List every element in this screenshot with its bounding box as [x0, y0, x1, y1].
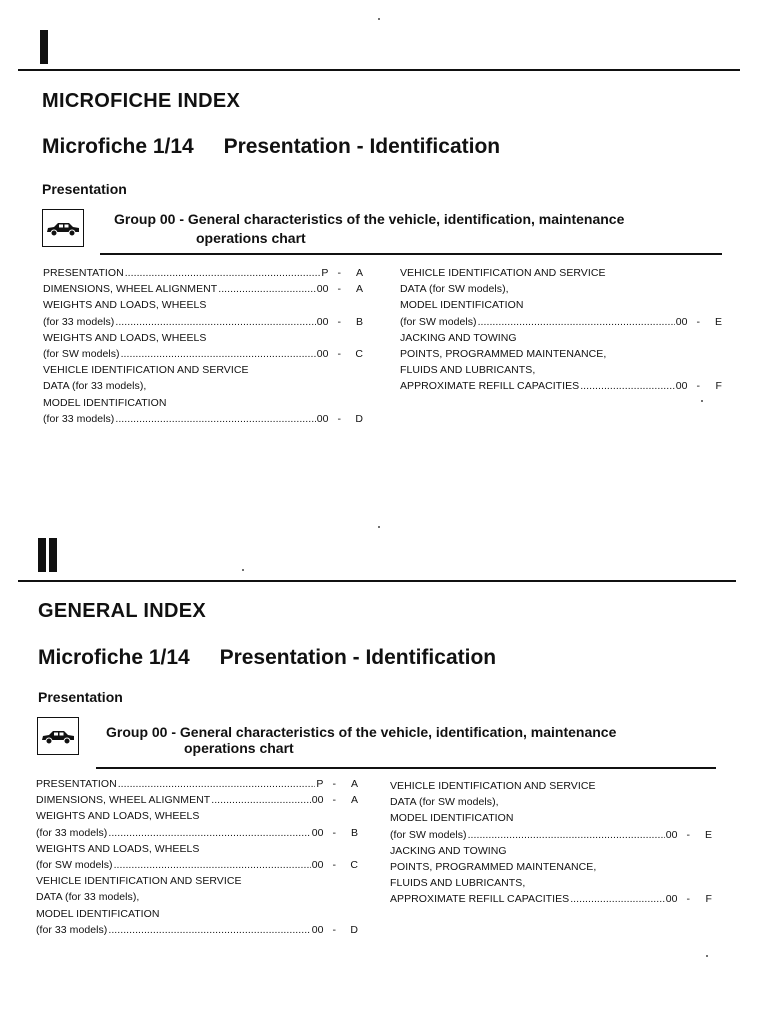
toc-leader-dots	[211, 792, 310, 808]
toc-page-letter: D	[355, 412, 363, 425]
toc-page-code	[312, 792, 358, 808]
toc-entry-text: VEHICLE IDENTIFICATION AND SERVICE	[36, 875, 242, 888]
toc-entry-text: APPROXIMATE REFILL CAPACITIES	[390, 893, 570, 906]
toc-page-letter: D	[350, 923, 358, 936]
toc-entry	[43, 265, 363, 281]
toc-page-letter: E	[714, 315, 722, 328]
toc-entry-text: VEHICLE IDENTIFICATION AND SERVICE	[390, 780, 596, 792]
toc-entry-text: WEIGHTS AND LOADS, WHEELS	[36, 842, 200, 855]
toc-entry-text: (for 33 models)	[43, 315, 115, 328]
toc-entry	[390, 794, 712, 810]
toc-entry-text: FLUIDS AND LUBRICANTS,	[390, 877, 526, 890]
toc-separator: -	[334, 315, 341, 328]
toc-entry	[43, 378, 363, 394]
toc-page-number: 00	[311, 859, 324, 872]
scan-speck	[242, 569, 244, 571]
section-marker	[40, 30, 48, 64]
toc-entry	[400, 346, 722, 362]
group-icon-box	[37, 717, 79, 755]
toc-entry-text: (for SW models)	[400, 315, 477, 328]
toc-separator: -	[334, 348, 341, 361]
section-subtitle: Presentation	[38, 689, 123, 705]
toc-page-letter: E	[704, 828, 712, 841]
toc-page-number: P	[321, 267, 329, 279]
toc-entry	[36, 889, 358, 905]
toc-entry	[36, 922, 358, 938]
toc-entry-text: (for SW models)	[390, 828, 467, 841]
toc-entry-text: VEHICLE IDENTIFICATION AND SERVICE	[43, 364, 249, 377]
toc-page-code	[317, 411, 363, 427]
toc-page-number: 00	[316, 348, 329, 361]
scan-speck	[701, 400, 703, 402]
toc-left-column	[43, 265, 363, 427]
microfiche-index-section	[0, 0, 768, 500]
toc-entry	[400, 265, 722, 281]
toc-page-number: 00	[665, 828, 678, 841]
toc-entry-text: MODEL IDENTIFICATION	[36, 907, 160, 920]
toc-entry	[390, 891, 712, 907]
toc-leader-dots	[108, 825, 310, 841]
toc-page-letter: C	[350, 859, 358, 872]
toc-separator: -	[683, 893, 690, 906]
toc-entry-text: DATA (for SW models),	[390, 796, 499, 809]
toc-page-letter: A	[350, 778, 358, 790]
toc-entry-text: JACKING AND TOWING	[400, 331, 517, 344]
toc-leader-dots	[114, 857, 311, 873]
toc-leader-dots	[125, 265, 321, 281]
toc-entry	[43, 411, 363, 427]
toc-entry	[36, 857, 358, 873]
microfiche-title	[42, 135, 500, 159]
toc-entry-text: (for SW models)	[36, 859, 113, 872]
toc-page-letter: F	[705, 893, 712, 906]
toc-entry-text: DIMENSIONS, WHEEL ALIGNMENT	[43, 283, 218, 296]
toc-separator: -	[329, 859, 336, 872]
toc-entry	[36, 825, 358, 841]
toc-entry-text: (for 33 models)	[36, 826, 108, 839]
toc-separator: -	[329, 778, 336, 790]
toc-page-code	[321, 265, 363, 281]
toc-entry	[400, 378, 722, 394]
toc-page-number: 00	[316, 283, 329, 296]
toc-leader-dots	[115, 411, 315, 427]
toc-separator: -	[693, 380, 700, 393]
toc-separator: -	[693, 315, 700, 328]
group-rule	[96, 767, 716, 769]
toc-entry-text: WEIGHTS AND LOADS, WHEELS	[43, 331, 207, 344]
toc-leader-dots	[108, 922, 310, 938]
toc-page-number: 00	[675, 380, 688, 393]
toc-entry	[390, 843, 712, 859]
toc-entry-text: PRESENTATION	[43, 267, 124, 279]
toc-page-number: 00	[311, 794, 324, 807]
toc-entry-text: DATA (for 33 models),	[36, 891, 140, 904]
toc-entry-text: WEIGHTS AND LOADS, WHEELS	[43, 299, 207, 312]
toc-right-column	[400, 265, 722, 395]
toc-entry-text: WEIGHTS AND LOADS, WHEELS	[36, 810, 200, 823]
toc-entry	[400, 281, 722, 297]
toc-entry	[36, 841, 358, 857]
group-icon-box	[42, 209, 84, 247]
toc-entry	[390, 778, 712, 794]
toc-page-code	[676, 378, 722, 394]
toc-entry-text: MODEL IDENTIFICATION	[390, 812, 514, 825]
section-rule	[18, 69, 740, 71]
toc-leader-dots	[118, 776, 316, 792]
toc-entry-text: APPROXIMATE REFILL CAPACITIES	[400, 380, 580, 393]
toc-page-letter: B	[350, 826, 358, 839]
microfiche-label: Microfiche 1/14	[38, 646, 190, 669]
toc-page-letter: A	[350, 794, 358, 807]
toc-leader-dots	[468, 827, 665, 843]
scan-speck	[378, 18, 380, 20]
toc-entry	[390, 810, 712, 826]
toc-page-letter: C	[355, 348, 363, 361]
toc-entry	[390, 859, 712, 875]
toc-entry	[43, 297, 363, 313]
section-subtitle: Presentation	[42, 181, 127, 197]
toc-separator: -	[683, 828, 690, 841]
toc-entry-text: (for 33 models)	[36, 923, 108, 936]
toc-entry-text: MODEL IDENTIFICATION	[400, 299, 524, 312]
toc-page-code	[312, 825, 358, 841]
toc-separator: -	[334, 283, 341, 296]
index-title: MICROFICHE INDEX	[42, 90, 241, 112]
toc-entry-text: POINTS, PROGRAMMED MAINTENANCE,	[400, 348, 607, 361]
toc-entry-text: MODEL IDENTIFICATION	[43, 396, 167, 409]
toc-right-column	[390, 778, 712, 908]
toc-page-number: 00	[311, 923, 324, 936]
toc-leader-dots	[478, 314, 675, 330]
toc-page-letter: A	[355, 267, 363, 279]
toc-page-code	[312, 857, 358, 873]
car-icon	[40, 727, 76, 745]
toc-entry	[400, 330, 722, 346]
toc-entry	[43, 395, 363, 411]
toc-page-code	[316, 776, 358, 792]
toc-entry	[400, 362, 722, 378]
toc-separator: -	[329, 923, 336, 936]
toc-entry	[43, 346, 363, 362]
toc-page-code	[666, 891, 712, 907]
microfiche-subject: Presentation - Identification	[223, 135, 501, 158]
toc-entry	[36, 873, 358, 889]
toc-entry	[390, 827, 712, 843]
toc-page-number: 00	[675, 315, 688, 328]
scan-speck	[378, 526, 380, 528]
toc-entry	[400, 297, 722, 313]
section-marker	[38, 538, 57, 572]
toc-entry	[36, 776, 358, 792]
toc-entry	[43, 314, 363, 330]
toc-leader-dots	[115, 314, 315, 330]
toc-page-number: 00	[665, 893, 678, 906]
microfiche-subject: Presentation - Identification	[219, 646, 497, 669]
toc-entry-text: (for 33 models)	[43, 412, 115, 425]
toc-entry	[43, 281, 363, 297]
toc-page-code	[317, 346, 363, 362]
toc-page-letter: A	[355, 283, 363, 296]
toc-separator: -	[334, 412, 341, 425]
microfiche-label: Microfiche 1/14	[42, 135, 194, 158]
toc-leader-dots	[580, 378, 674, 394]
toc-page-number: 00	[316, 412, 329, 425]
group-rule	[100, 253, 722, 255]
toc-entry	[400, 314, 722, 330]
group-heading-line1: Group 00 - General characteristics of the vehicle, identification, maintenance	[114, 211, 625, 227]
toc-page-number: 00	[311, 826, 324, 839]
microfiche-title	[38, 646, 496, 670]
toc-entry-text: DATA (for SW models),	[400, 283, 509, 296]
toc-entry	[390, 875, 712, 891]
toc-entry	[43, 330, 363, 346]
toc-entry	[43, 362, 363, 378]
toc-page-number: P	[316, 778, 324, 790]
toc-entry-text: VEHICLE IDENTIFICATION AND SERVICE	[400, 267, 606, 279]
group-heading-line1: Group 00 - General characteristics of the vehicle, identification, maintenance	[106, 724, 617, 740]
toc-entry	[36, 906, 358, 922]
toc-entry-text: DATA (for 33 models),	[43, 380, 147, 393]
group-heading-line2: operations chart	[196, 230, 306, 246]
toc-page-code	[317, 281, 363, 297]
toc-entry-text: POINTS, PROGRAMMED MAINTENANCE,	[390, 861, 597, 874]
toc-page-code	[317, 314, 363, 330]
group-heading-line2: operations chart	[184, 740, 294, 756]
toc-separator: -	[334, 267, 341, 279]
toc-leader-dots	[570, 891, 664, 907]
index-title: GENERAL INDEX	[38, 600, 207, 622]
toc-entry-text: PRESENTATION	[36, 778, 117, 790]
toc-leader-dots	[121, 346, 316, 362]
toc-page-letter: B	[355, 315, 363, 328]
scan-speck	[706, 955, 708, 957]
toc-entry	[36, 792, 358, 808]
toc-entry-text: FLUIDS AND LUBRICANTS,	[400, 364, 536, 377]
toc-entry-text: JACKING AND TOWING	[390, 844, 507, 857]
toc-entry	[36, 808, 358, 824]
toc-page-letter: F	[715, 380, 722, 393]
section-rule	[18, 580, 736, 582]
car-icon	[45, 219, 81, 237]
toc-left-column	[36, 776, 358, 938]
toc-separator: -	[329, 826, 336, 839]
toc-page-number: 00	[316, 315, 329, 328]
toc-leader-dots	[218, 281, 315, 297]
toc-entry-text: DIMENSIONS, WHEEL ALIGNMENT	[36, 794, 211, 807]
toc-page-code	[312, 922, 358, 938]
toc-entry-text: (for SW models)	[43, 348, 120, 361]
toc-page-code	[676, 314, 722, 330]
toc-separator: -	[329, 794, 336, 807]
toc-page-code	[666, 827, 712, 843]
